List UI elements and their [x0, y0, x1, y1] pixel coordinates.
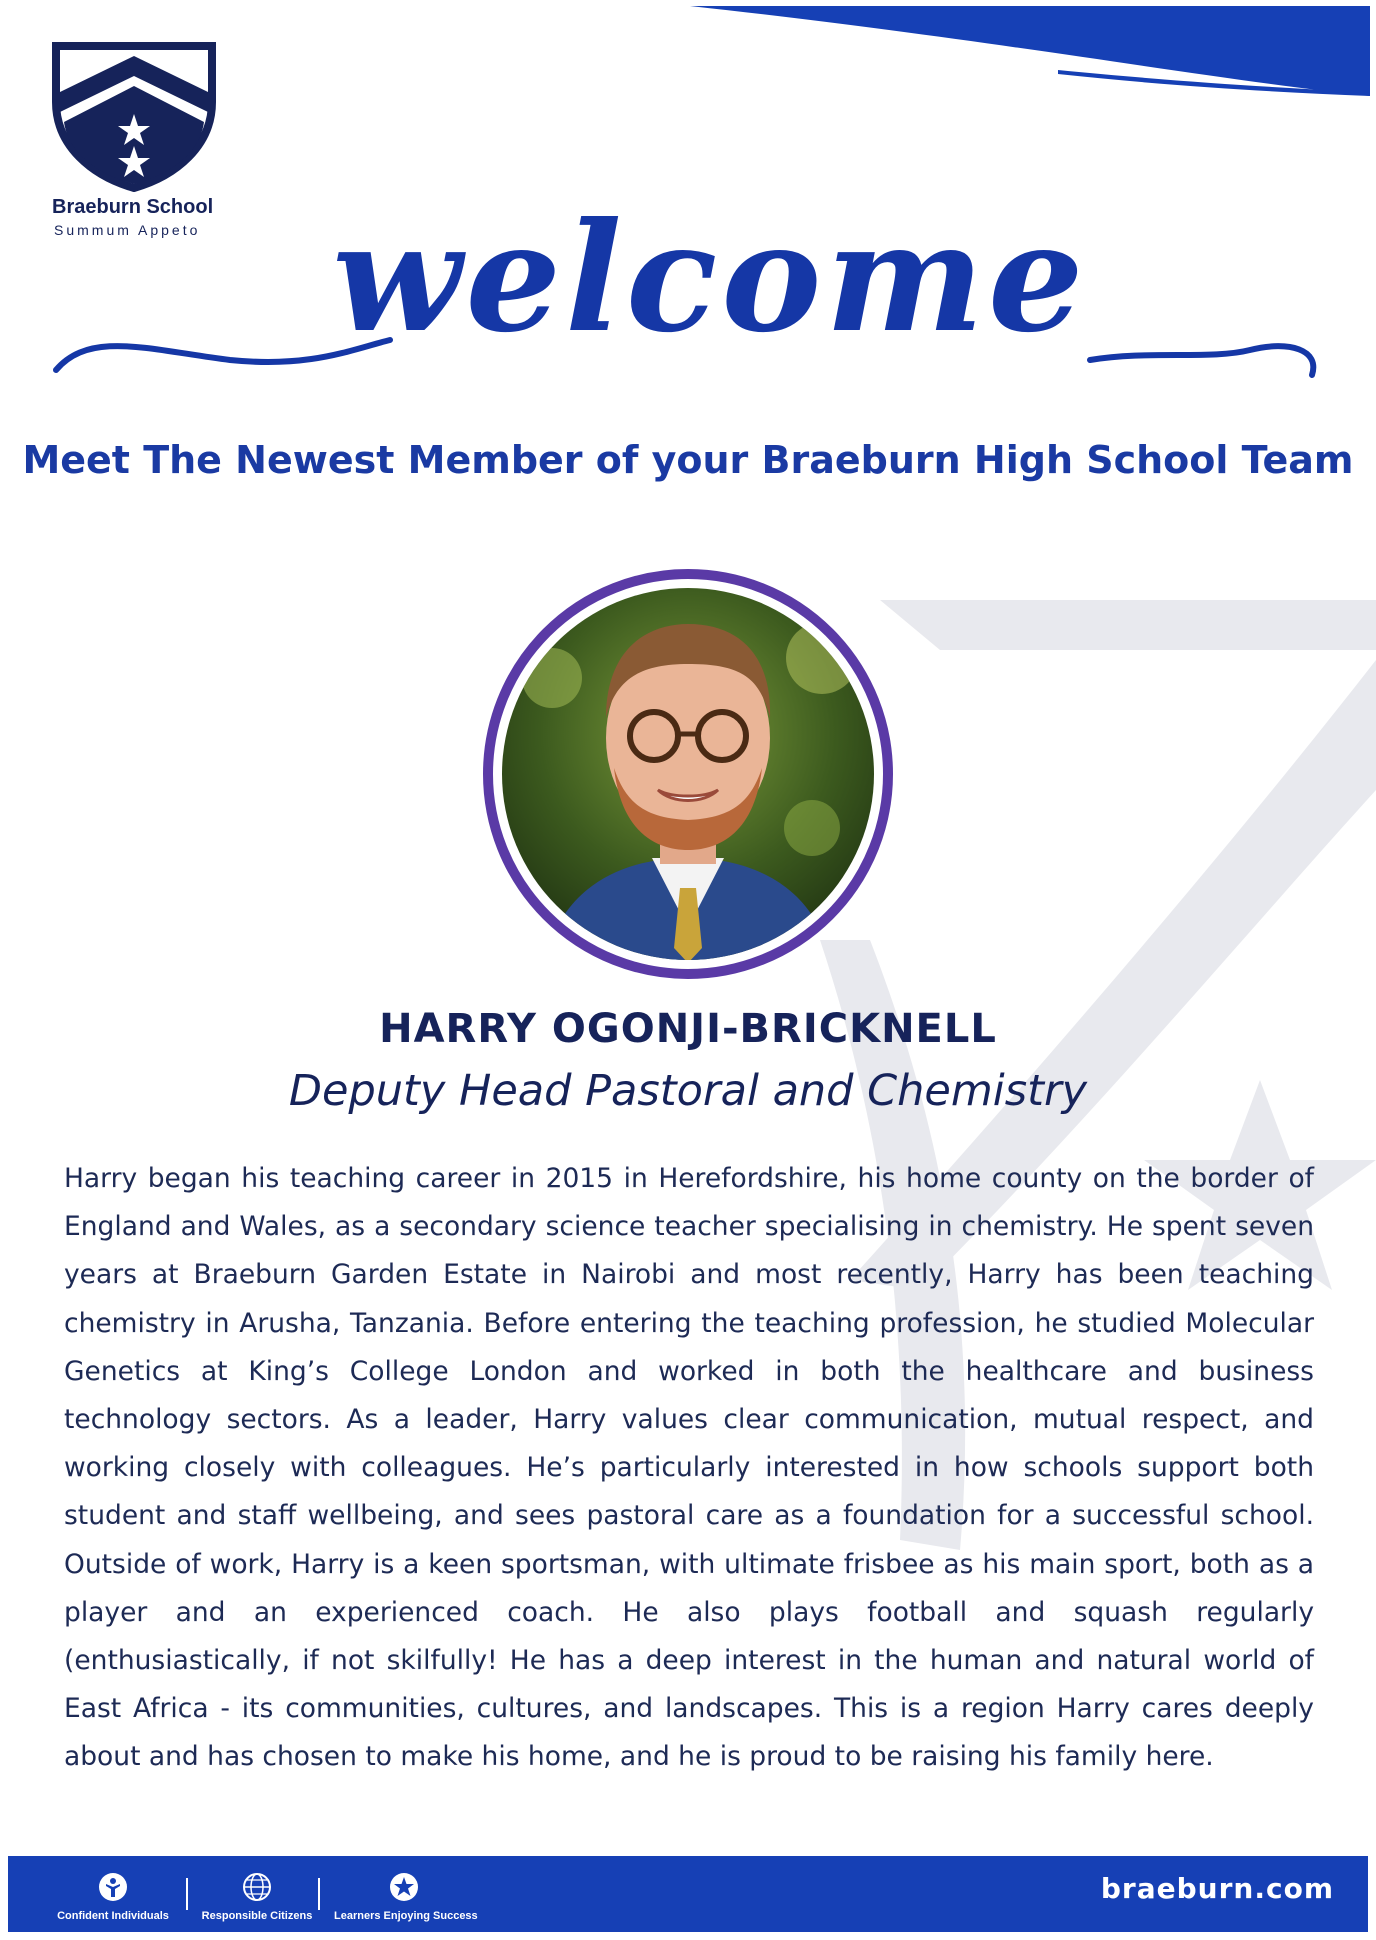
welcome-script-title: welcome — [332, 190, 1088, 366]
footer-divider — [318, 1878, 320, 1910]
staff-portrait — [482, 568, 894, 980]
staff-name: HARRY OGONJI-BRICKNELL — [379, 1006, 997, 1052]
footer-value-label: Responsible Citizens — [201, 1910, 313, 1922]
footer-value-label: Confident Individuals — [57, 1910, 169, 1922]
school-name: Braeburn School — [52, 196, 214, 218]
footer-value-label: Learners Enjoying Success — [334, 1910, 478, 1922]
website-link[interactable]: braeburn.com — [1100, 1872, 1334, 1905]
staff-biography: Harry began his teaching career in 2015 in Herefordshire, his home county on the border of England and Wales, as a secondary science teacher specialising in chemistry. He spent seven years at Braeburn Garden Estate in Nairobi and most recently, Harry has been teaching chemistry in Arusha, Tanzania. Before entering the teaching profession, he studied Molecular Genetics at King’s College London and worked in both the healthcare and business technology sectors. As a leader, Harry values clear communication, mutual respect, and working closely with colleagues. He’s particularly interested in how schools support both student and staff wellbeing, and sees pastoral care as a foundation for a successful school. Outside of work, Harry is a keen sportsman, with ultimate frisbee as his main sport, both as a player and an experienced coach. He also plays football and squash regularly (enthusiastically, if not skilfully! He has a deep interest in the human and natural world of East Africa - its communities, cultures, and landscapes. This is a region Harry cares deeply about and has chosen to make his home, and he is proud to be raising his family here. — [64, 1163, 1314, 1773]
school-motto: Summum Appeto — [54, 222, 201, 238]
welcome-headline: Meet The Newest Member of your Braeburn High School Team — [22, 438, 1354, 482]
person-icon — [98, 1872, 128, 1902]
braeburn-crest-logo — [52, 42, 216, 192]
footer-divider — [186, 1878, 188, 1910]
footer-bar — [8, 1856, 1368, 1932]
globe-icon — [242, 1872, 272, 1902]
star-icon — [389, 1872, 419, 1902]
staff-role: Deputy Head Pastoral and Chemistry — [288, 1066, 1088, 1116]
